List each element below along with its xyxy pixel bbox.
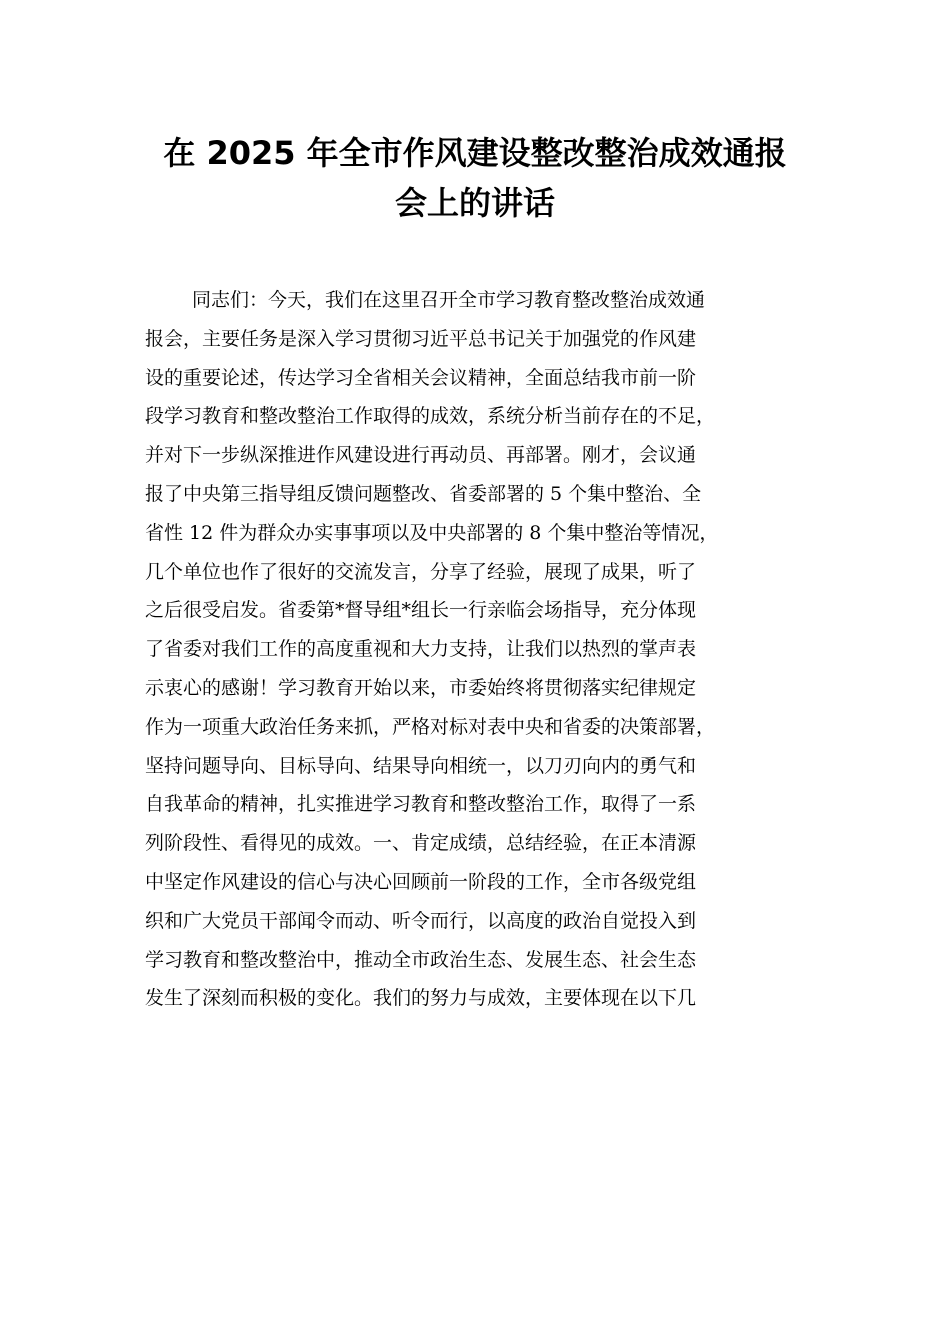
body-line: 段学习教育和整改整治工作取得的成效，系统分析当前存在的不足， bbox=[145, 405, 716, 428]
body-line: 几个单位也作了很好的交流发言，分享了经验，展现了成果，听了 bbox=[145, 560, 697, 583]
document-title bbox=[135, 128, 815, 228]
title-line-1: 在 2025 年全市作风建设整改整治成效通报 bbox=[163, 134, 787, 172]
body-line: 同志们：今天，我们在这里召开全市学习教育整改整治成效通 bbox=[192, 289, 706, 311]
body-line: 作为一项重大政治任务来抓，严格对标对表中央和省委的决策部署， bbox=[145, 715, 716, 738]
title-line-2: 会上的讲话 bbox=[394, 184, 555, 222]
body-line: 之后很受启发。省委第*督导组*组长一行亲临会场指导，充分体现 bbox=[145, 599, 697, 622]
body-line: 学习教育和整改整治中，推动全市政治生态、发展生态、社会生态 bbox=[145, 948, 697, 971]
body-line: 省性 12 件为群众办实事事项以及中央部署的 8 个集中整治等情况， bbox=[145, 521, 719, 544]
body-line: 中坚定作风建设的信心与决心回顾前一阶段的工作，全市各级党组 bbox=[145, 870, 697, 893]
body-line: 织和广大党员干部闻令而动、听令而行，以高度的政治自觉投入到 bbox=[145, 909, 697, 932]
body-line: 自我革命的精神，扎实推进学习教育和整改整治工作，取得了一系 bbox=[145, 793, 697, 816]
body-line: 设的重要论述，传达学习全省相关会议精神，全面总结我市前一阶 bbox=[145, 366, 697, 389]
body-line: 报了中央第三指导组反馈问题整改、省委部署的 5 个集中整治、全 bbox=[145, 482, 702, 505]
body-line: 示衷心的感谢！学习教育开始以来，市委始终将贯彻落实纪律规定 bbox=[145, 676, 697, 699]
body-line: 列阶段性、看得见的成效。一、肯定成绩，总结经验，在正本清源 bbox=[145, 832, 697, 855]
body-line: 并对下一步纵深推进作风建设进行再动员、再部署。刚才，会议通 bbox=[145, 444, 697, 467]
speech-body bbox=[145, 281, 825, 1018]
body-line: 了省委对我们工作的高度重视和大力支持，让我们以热烈的掌声表 bbox=[145, 638, 697, 661]
body-line: 报会，主要任务是深入学习贯彻习近平总书记关于加强党的作风建 bbox=[145, 327, 697, 350]
body-line: 发生了深刻而积极的变化。我们的努力与成效，主要体现在以下几 bbox=[145, 987, 697, 1010]
body-line: 坚持问题导向、目标导向、结果导向相统一，以刀刃向内的勇气和 bbox=[145, 754, 697, 777]
